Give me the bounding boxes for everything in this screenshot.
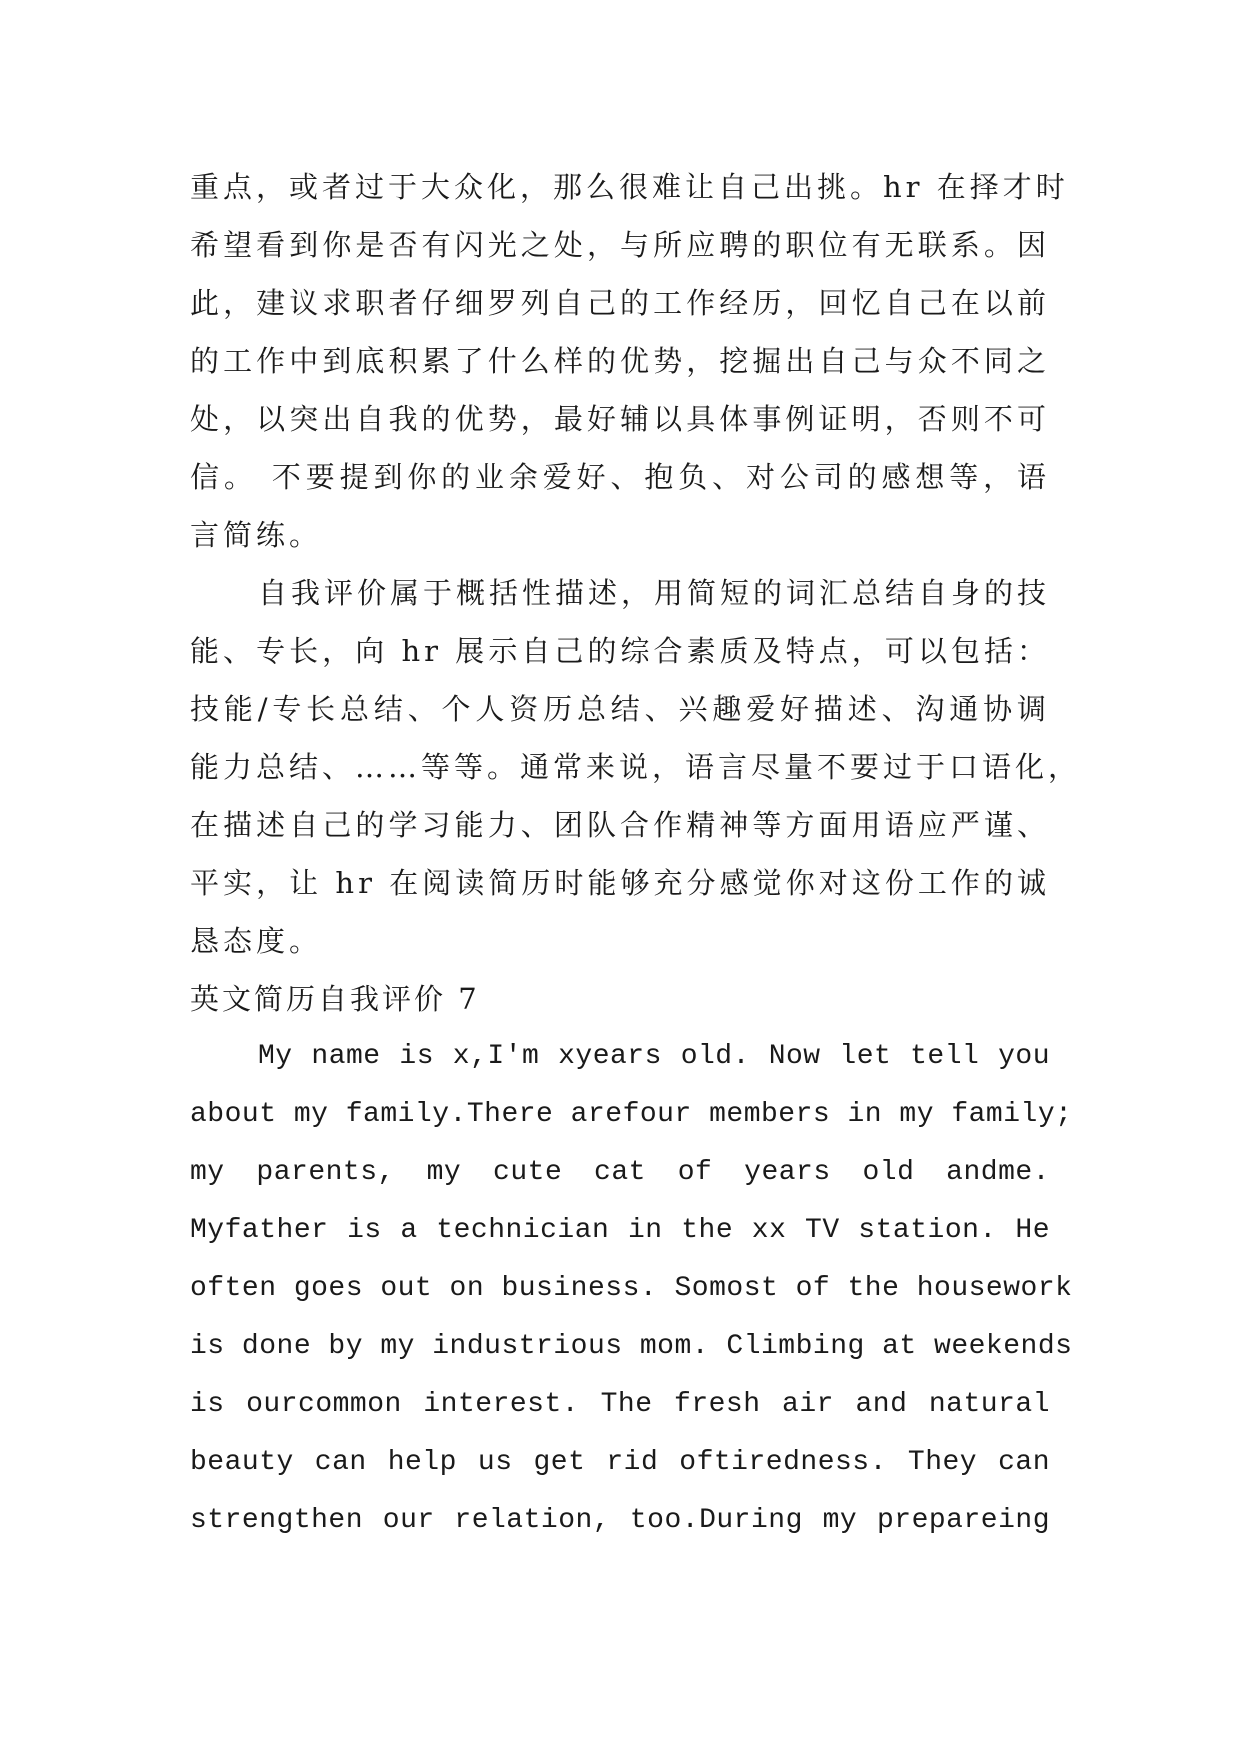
- text-line: about my family.There arefour members in my family;: [190, 1099, 1073, 1130]
- text-line: 能力总结、……等等。通常来说，语言尽量不要过于口语化，: [190, 750, 1082, 784]
- paragraph-1: [190, 158, 1069, 564]
- text-line: 在描述自己的学习能力、团队合作精神等方面用语应严谨、: [190, 808, 1050, 842]
- text-line: is ourcommon interest. The fresh air and natural: [190, 1389, 1050, 1420]
- text-line: 重点，或者过于大众化，那么很难让自己出挑。hr 在择才时: [190, 170, 1069, 204]
- text-line: strengthen our relation, too.During my prepareing: [190, 1505, 1050, 1536]
- section-heading: 英文简历自我评价 7: [190, 982, 480, 1016]
- text-line: 此，建议求职者仔细罗列自己的工作经历，回忆自己在以前: [190, 286, 1050, 320]
- text-line: 能、专长，向 hr 展示自己的综合素质及特点，可以包括：: [190, 634, 1050, 668]
- document-body: [190, 158, 1082, 1550]
- text-line: beauty can help us get rid oftiredness. They can: [190, 1447, 1050, 1478]
- text-line: 的工作中到底积累了什么样的优势，挖掘出自己与众不同之: [190, 344, 1050, 378]
- text-line: 平实，让 hr 在阅读简历时能够充分感觉你对这份工作的诚: [190, 866, 1050, 900]
- text-line: My name is x,I'm xyears old. Now let tell you: [258, 1041, 1050, 1072]
- text-line: Myfather is a technician in the xx TV station. He: [190, 1215, 1050, 1246]
- text-line: 希望看到你是否有闪光之处，与所应聘的职位有无联系。因: [190, 228, 1050, 262]
- text-line: 处，以突出自我的优势，最好辅以具体事例证明，否则不可: [190, 402, 1050, 436]
- paragraph-2: [190, 564, 1082, 970]
- text-line: 恳态度。: [190, 924, 323, 958]
- text-line: my parents, my cute cat of years old andme.: [190, 1157, 1050, 1188]
- text-line: 技能/专长总结、个人资历总结、兴趣爱好描述、沟通协调: [190, 692, 1050, 726]
- paragraph-3: [190, 1028, 1073, 1550]
- text-line: often goes out on business. Somost of the housework: [190, 1273, 1073, 1304]
- text-line: is done by my industrious mom. Climbing at weekends: [190, 1331, 1073, 1362]
- text-line: 言简练。: [190, 518, 323, 552]
- text-line: 信。 不要提到你的业余爱好、抱负、对公司的感想等，语: [190, 460, 1050, 494]
- text-line: 自我评价属于概括性描述，用简短的词汇总结自身的技: [258, 576, 1051, 610]
